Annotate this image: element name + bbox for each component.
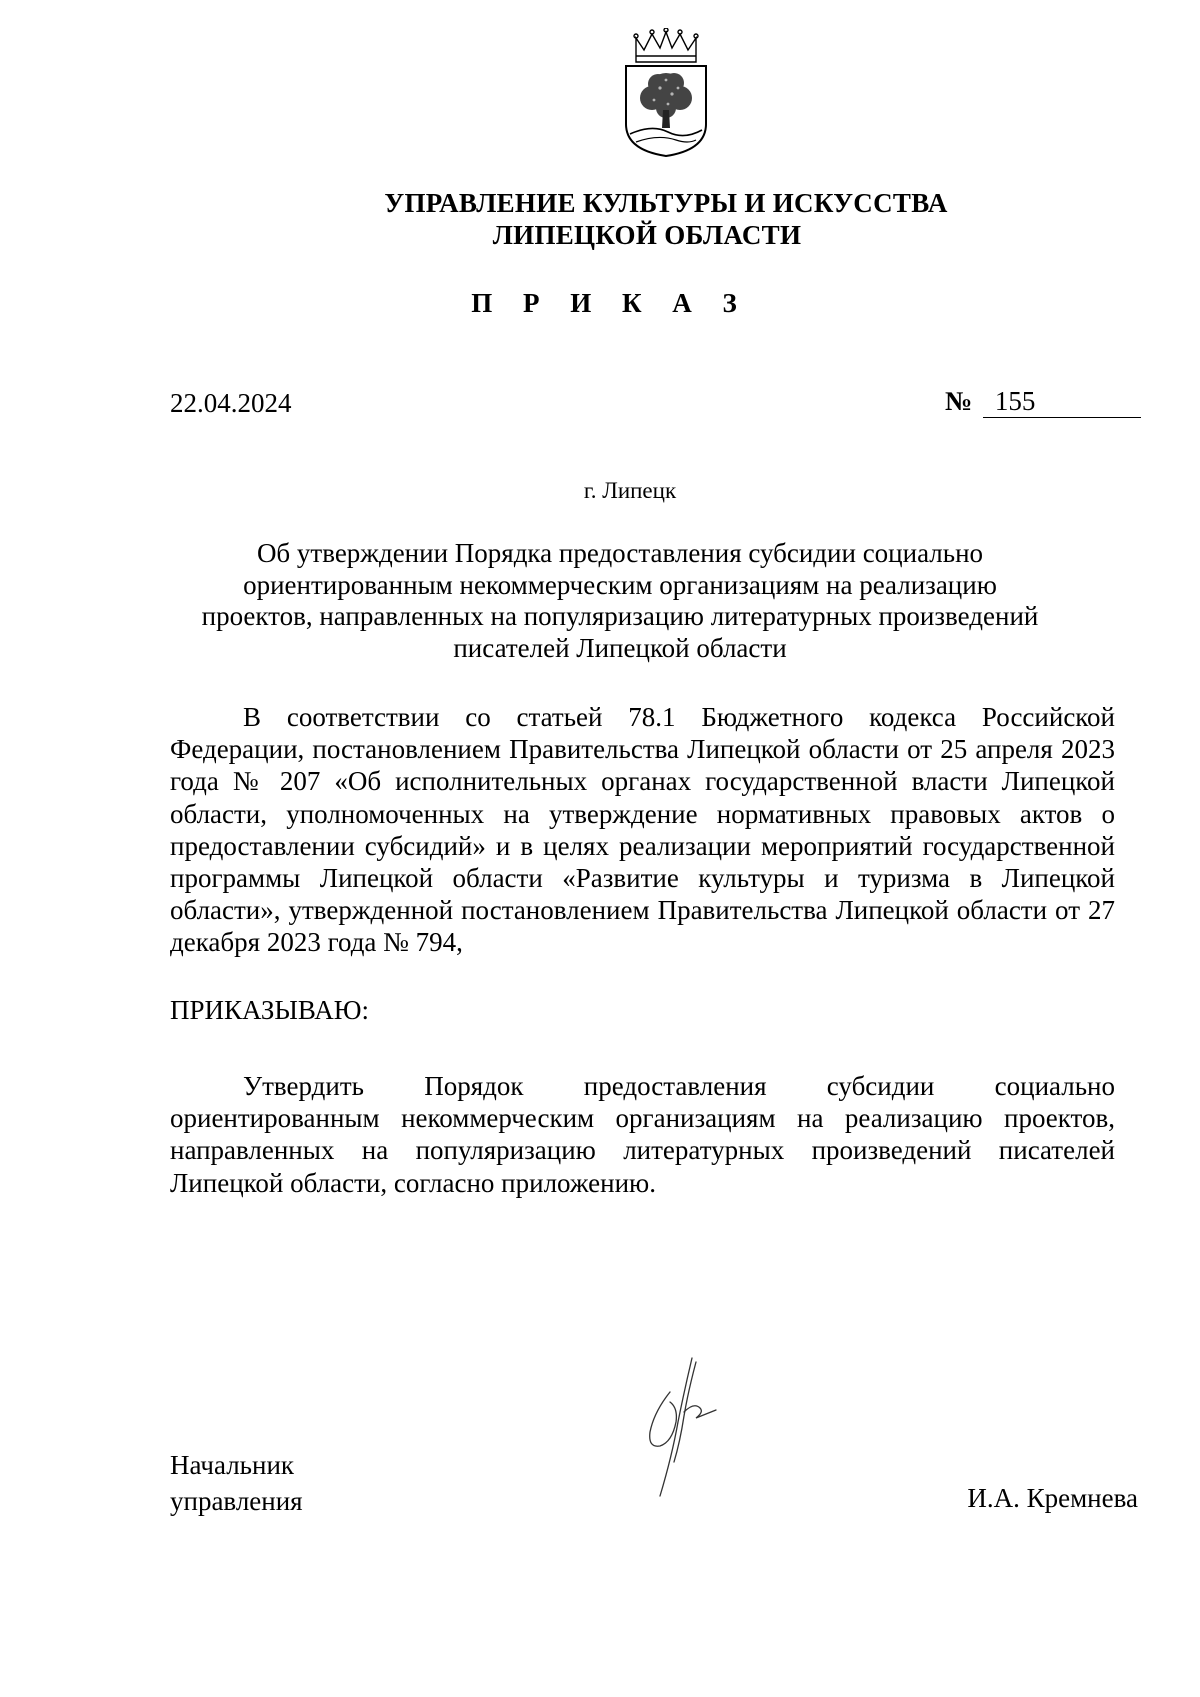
preamble-paragraph: В соответствии со статьей 78.1 Бюджетного кодекса Российской Федерации, постановлением Правительства Липецкой области от 25 апреля 2023 года № 207 «Об исполнительных органах государственной власти Липецкой области, уполномоченных на утверждение нормативных правовых актов о предоставлении субсидий» и в целях реализации мероприятий государственной программы Липецкой области «Развитие культуры и туризма в Липецкой области», утвержденной постановлением Правительства Липецкой области от 27 декабря 2023 года № 794, [170,702,1115,958]
document-number [945,386,1141,418]
signatory-position-line2: управления [170,1486,303,1516]
signatory-name: И.А. Кремнева [967,1483,1138,1513]
signatory-position-line1: Начальник [170,1450,295,1480]
document-city: г. Липецк [583,478,677,503]
document-type-title: П Р И К А З [471,288,749,318]
signatory-position [170,1447,303,1519]
organization-name-line2: ЛИПЕЦКОЙ ОБЛАСТИ [492,220,802,250]
document-subject: Об утверждении Порядка предоставления субсидии социально ориентированным некоммерческим организациям на реализацию проектов, направленных на популяризацию литературных произведений писателей Липецкой области [201,538,1039,663]
order-paragraph: Утвердить Порядок предоставления субсидии социально ориентированным некоммерческим организациям на реализацию проектов, направленных на популяризацию литературных произведений писателей Липецкой области, согласно приложению. [170,1071,1115,1198]
order-keyword: ПРИКАЗЫВАЮ: [170,995,369,1025]
organization-name-line1: УПРАВЛЕНИЕ КУЛЬТУРЫ И ИСКУССТВА [384,188,948,218]
handwritten-signature [640,1352,720,1502]
coat-of-arms-emblem [622,28,710,158]
number-value: 155 [983,386,1141,418]
document-date: 22.04.2024 [170,388,292,418]
number-sign: № [945,386,973,416]
